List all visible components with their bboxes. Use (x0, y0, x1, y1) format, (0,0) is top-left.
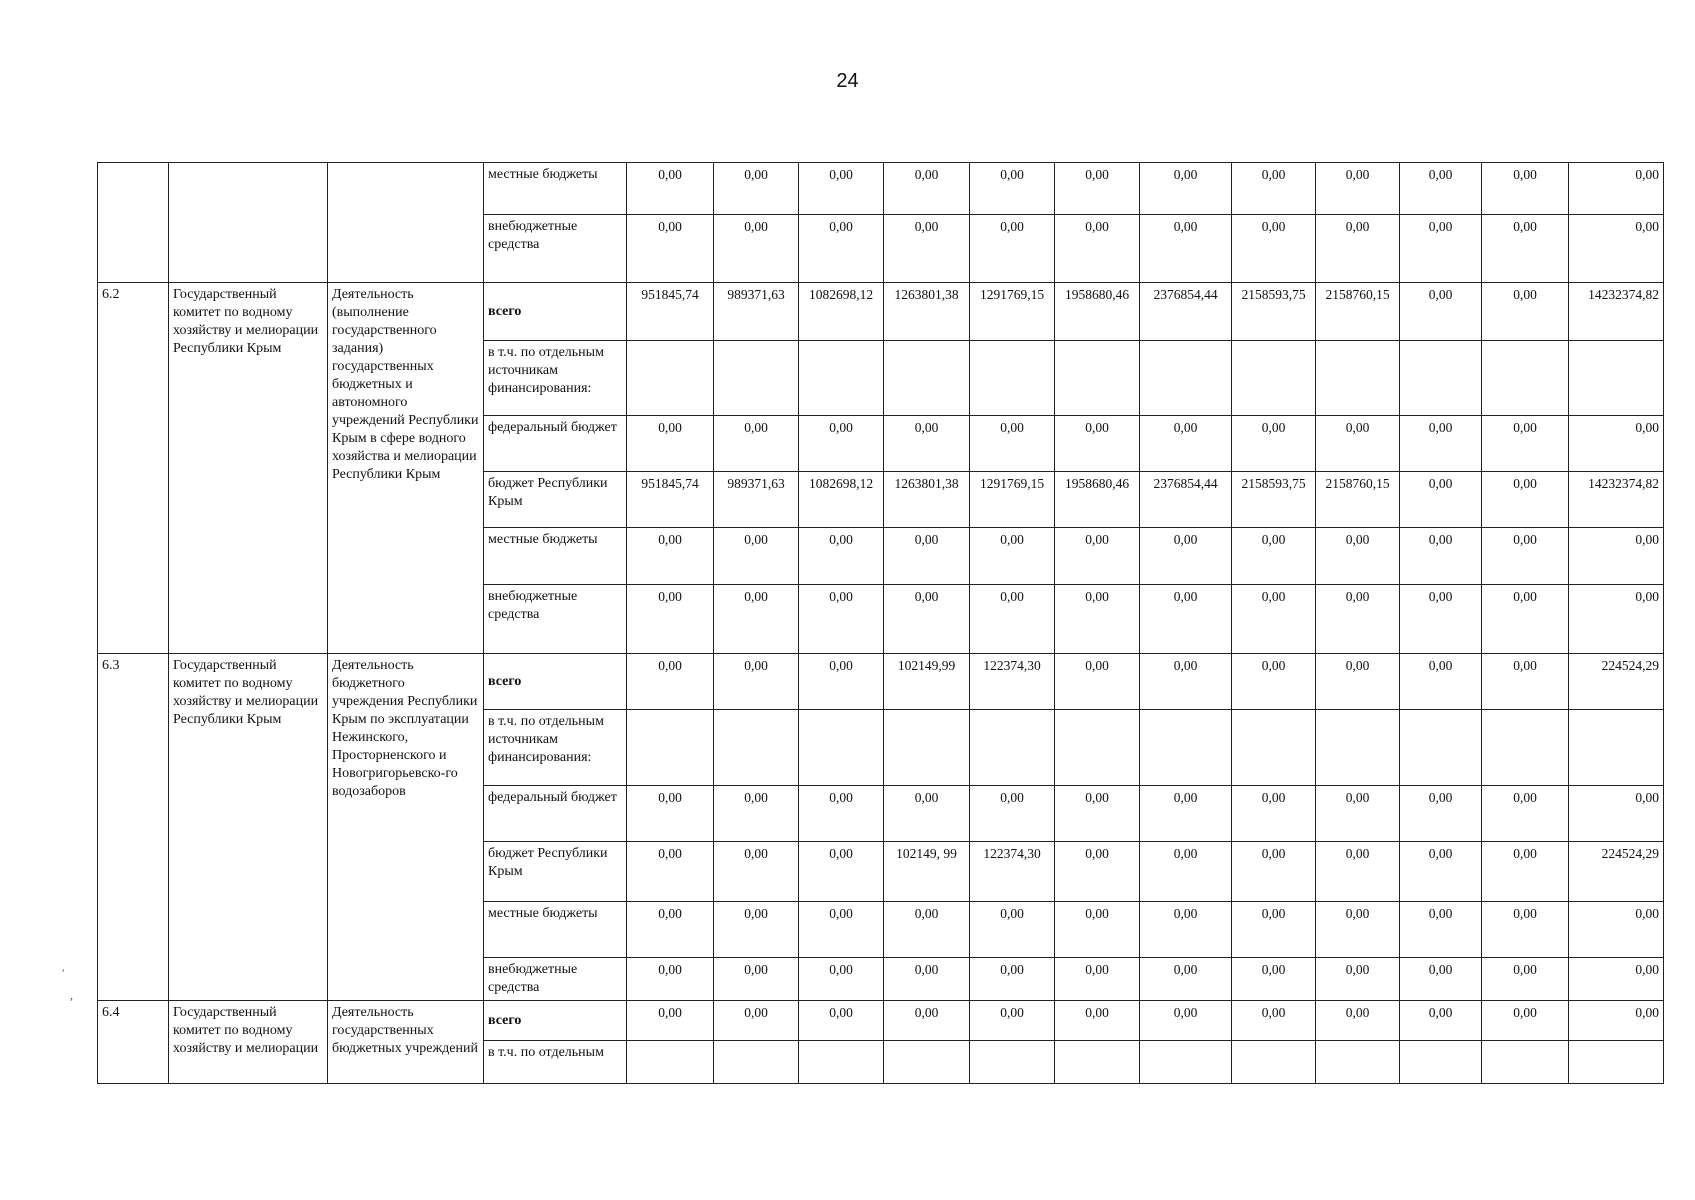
value-cell: 951845,74 (627, 472, 714, 528)
value-cell (884, 710, 970, 786)
value-cell: 0,00 (1316, 654, 1400, 710)
value-cell: 0,00 (1055, 163, 1140, 215)
value-cell: 0,00 (799, 902, 884, 958)
value-cell: 0,00 (1055, 842, 1140, 902)
value-cell: 0,00 (1316, 416, 1400, 472)
value-cell: 2158593,75 (1232, 283, 1316, 341)
source-cell (484, 163, 627, 215)
value-cell: 0,00 (1055, 1001, 1140, 1041)
value-cell (1400, 710, 1482, 786)
source-label: всего (488, 303, 522, 319)
value-cell (1482, 1041, 1569, 1084)
value-cell: 0,00 (1055, 215, 1140, 283)
value-cell: 0,00 (799, 842, 884, 902)
value-cell: 0,00 (884, 163, 970, 215)
source-cell (484, 902, 627, 958)
source-cell (484, 842, 627, 902)
value-cell: 0,00 (1482, 958, 1569, 1001)
value-cell: 122374,30 (970, 842, 1055, 902)
value-cell: 0,00 (1055, 958, 1140, 1001)
value-cell: 0,00 (799, 654, 884, 710)
source-cell (484, 528, 627, 585)
value-cell (884, 341, 970, 416)
value-cell: 2376854,44 (1140, 283, 1232, 341)
value-cell: 951845,74 (627, 283, 714, 341)
value-cell: 0,00 (1482, 283, 1569, 341)
activity-cell: Деятельность бюджетного учреждения Республики Крым по эксплуатации Нежинского, Просторненского и Новогригорьевско-го водозаборов (328, 654, 484, 1001)
source-label: местные бюджеты (488, 906, 598, 921)
value-cell (714, 710, 799, 786)
value-cell (1482, 710, 1569, 786)
source-label: бюджет Республики Крым (488, 846, 608, 879)
value-cell: 0,00 (1400, 654, 1482, 710)
value-cell: 0,00 (1482, 585, 1569, 654)
source-cell (484, 654, 627, 710)
value-cell: 0,00 (1140, 585, 1232, 654)
source-cell (484, 416, 627, 472)
source-label: федеральный бюджет (488, 420, 617, 435)
value-cell: 0,00 (1055, 786, 1140, 842)
value-cell: 224524,29 (1569, 842, 1664, 902)
organization-cell (169, 163, 328, 283)
value-cell: 0,00 (1055, 654, 1140, 710)
value-cell: 0,00 (1569, 786, 1664, 842)
organization-cell: Государственный комитет по водному хозяйству и мелиорации Республики Крым (169, 654, 328, 1001)
value-cell: 0,00 (799, 163, 884, 215)
value-cell (1569, 710, 1664, 786)
organization-cell: Государственный комитет по водному хозяйству и мелиорации (169, 1001, 328, 1084)
source-cell (484, 341, 627, 416)
value-cell: 0,00 (884, 528, 970, 585)
value-cell: 0,00 (1232, 654, 1316, 710)
value-cell: 0,00 (1316, 528, 1400, 585)
source-cell (484, 1041, 627, 1084)
value-cell: 0,00 (1232, 215, 1316, 283)
value-cell (1569, 341, 1664, 416)
value-cell: 0,00 (1055, 416, 1140, 472)
value-cell: 0,00 (1569, 1001, 1664, 1041)
value-cell (1140, 341, 1232, 416)
table-row (98, 654, 1664, 710)
value-cell: 0,00 (627, 654, 714, 710)
value-cell: 0,00 (799, 416, 884, 472)
value-cell: 0,00 (884, 958, 970, 1001)
value-cell (1055, 710, 1140, 786)
value-cell: 0,00 (1055, 902, 1140, 958)
value-cell: 0,00 (714, 786, 799, 842)
value-cell (1400, 1041, 1482, 1084)
table-body (98, 163, 1664, 1084)
source-cell (484, 215, 627, 283)
value-cell: 0,00 (1232, 528, 1316, 585)
value-cell: 102149, 99 (884, 842, 970, 902)
value-cell: 0,00 (627, 786, 714, 842)
source-label: в т.ч. по отдельным источникам финансирования: (488, 714, 604, 765)
value-cell: 0,00 (627, 215, 714, 283)
scan-mark: , (70, 988, 73, 1002)
value-cell: 0,00 (1482, 528, 1569, 585)
value-cell: 0,00 (1316, 215, 1400, 283)
value-cell: 0,00 (714, 416, 799, 472)
value-cell: 0,00 (1140, 416, 1232, 472)
value-cell: 0,00 (1400, 416, 1482, 472)
activity-cell (328, 163, 484, 283)
value-cell (1569, 1041, 1664, 1084)
value-cell: 0,00 (1232, 416, 1316, 472)
value-cell (1055, 1041, 1140, 1084)
value-cell: 0,00 (1232, 842, 1316, 902)
source-cell (484, 786, 627, 842)
value-cell: 0,00 (1140, 163, 1232, 215)
value-cell (799, 341, 884, 416)
table-row (98, 163, 1664, 215)
value-cell: 0,00 (1140, 842, 1232, 902)
value-cell (970, 710, 1055, 786)
source-cell (484, 958, 627, 1001)
value-cell (1140, 1041, 1232, 1084)
value-cell: 0,00 (799, 958, 884, 1001)
value-cell: 0,00 (1482, 842, 1569, 902)
source-label: внебюджетные средства (488, 589, 578, 622)
value-cell: 0,00 (1400, 958, 1482, 1001)
value-cell: 0,00 (1055, 528, 1140, 585)
value-cell (1316, 1041, 1400, 1084)
value-cell: 122374,30 (970, 654, 1055, 710)
value-cell: 0,00 (627, 585, 714, 654)
value-cell: 0,00 (1140, 654, 1232, 710)
value-cell: 0,00 (1140, 1001, 1232, 1041)
value-cell: 0,00 (884, 1001, 970, 1041)
value-cell: 1291769,15 (970, 472, 1055, 528)
value-cell: 0,00 (1140, 215, 1232, 283)
value-cell: 0,00 (970, 215, 1055, 283)
table-row (98, 283, 1664, 341)
value-cell: 0,00 (1232, 585, 1316, 654)
value-cell: 0,00 (1316, 786, 1400, 842)
source-cell (484, 472, 627, 528)
source-label: местные бюджеты (488, 167, 598, 182)
value-cell: 0,00 (1569, 528, 1664, 585)
value-cell: 0,00 (714, 215, 799, 283)
activity-cell: Деятельность государственных бюджетных учреждений (328, 1001, 484, 1084)
source-label: местные бюджеты (488, 532, 598, 547)
value-cell: 0,00 (1232, 1001, 1316, 1041)
source-label: внебюджетные средства (488, 219, 578, 252)
value-cell: 2158760,15 (1316, 283, 1400, 341)
value-cell: 0,00 (1400, 528, 1482, 585)
value-cell: 0,00 (1400, 283, 1482, 341)
source-cell (484, 283, 627, 341)
table-row (98, 1001, 1664, 1041)
source-cell (484, 585, 627, 654)
value-cell: 0,00 (970, 1001, 1055, 1041)
source-label: в т.ч. по отдельным (488, 1045, 604, 1060)
value-cell: 2158593,75 (1232, 472, 1316, 528)
value-cell: 0,00 (627, 163, 714, 215)
value-cell: 0,00 (627, 902, 714, 958)
value-cell: 0,00 (1232, 958, 1316, 1001)
value-cell: 989371,63 (714, 472, 799, 528)
value-cell: 0,00 (1232, 902, 1316, 958)
value-cell (970, 341, 1055, 416)
value-cell: 0,00 (1400, 585, 1482, 654)
value-cell: 0,00 (884, 786, 970, 842)
value-cell: 2158760,15 (1316, 472, 1400, 528)
value-cell (1232, 341, 1316, 416)
page-number: 24 (836, 70, 859, 92)
value-cell: 2376854,44 (1140, 472, 1232, 528)
value-cell: 0,00 (799, 215, 884, 283)
value-cell (1140, 710, 1232, 786)
value-cell: 0,00 (1482, 902, 1569, 958)
value-cell: 0,00 (1055, 585, 1140, 654)
value-cell: 0,00 (1569, 163, 1664, 215)
value-cell (970, 1041, 1055, 1084)
value-cell (1232, 710, 1316, 786)
value-cell: 0,00 (714, 1001, 799, 1041)
value-cell: 0,00 (1400, 902, 1482, 958)
value-cell: 0,00 (1232, 786, 1316, 842)
value-cell: 0,00 (1316, 1001, 1400, 1041)
value-cell: 0,00 (1400, 215, 1482, 283)
row-index: 6.2 (98, 283, 169, 654)
value-cell: 0,00 (1400, 163, 1482, 215)
source-label: всего (488, 1012, 522, 1028)
value-cell: 0,00 (884, 215, 970, 283)
value-cell: 0,00 (1482, 654, 1569, 710)
activity-cell: Деятельность (выполнение государственного задания) государственных бюджетных и автономного учреждений Республики Крым в сфере водного хозяйства и мелиорации Республики Крым (328, 283, 484, 654)
value-cell (1055, 341, 1140, 416)
value-cell: 0,00 (1569, 902, 1664, 958)
value-cell: 0,00 (714, 842, 799, 902)
value-cell: 0,00 (970, 528, 1055, 585)
value-cell (799, 710, 884, 786)
value-cell: 0,00 (1482, 416, 1569, 472)
value-cell: 0,00 (884, 585, 970, 654)
value-cell (799, 1041, 884, 1084)
source-label: бюджет Республики Крым (488, 476, 608, 509)
organization-cell: Государственный комитет по водному хозяйству и мелиорации Республики Крым (169, 283, 328, 654)
source-label: внебюджетные средства (488, 962, 578, 995)
value-cell: 0,00 (1482, 215, 1569, 283)
value-cell: 102149,99 (884, 654, 970, 710)
value-cell: 0,00 (627, 1001, 714, 1041)
value-cell: 0,00 (799, 528, 884, 585)
value-cell: 0,00 (970, 163, 1055, 215)
value-cell: 1082698,12 (799, 283, 884, 341)
value-cell: 224524,29 (1569, 654, 1664, 710)
value-cell: 1958680,46 (1055, 472, 1140, 528)
value-cell (1232, 1041, 1316, 1084)
value-cell: 0,00 (1316, 163, 1400, 215)
value-cell: 14232374,82 (1569, 472, 1664, 528)
value-cell: 0,00 (799, 585, 884, 654)
value-cell: 0,00 (627, 958, 714, 1001)
value-cell: 1958680,46 (1055, 283, 1140, 341)
value-cell: 0,00 (970, 902, 1055, 958)
value-cell: 0,00 (627, 528, 714, 585)
source-label: в т.ч. по отдельным источникам финансирования: (488, 345, 604, 396)
value-cell (1316, 341, 1400, 416)
value-cell: 0,00 (970, 585, 1055, 654)
value-cell: 0,00 (627, 842, 714, 902)
value-cell: 0,00 (714, 958, 799, 1001)
value-cell: 1291769,15 (970, 283, 1055, 341)
value-cell: 0,00 (970, 958, 1055, 1001)
value-cell: 0,00 (970, 786, 1055, 842)
value-cell: 0,00 (1482, 1001, 1569, 1041)
value-cell: 0,00 (714, 902, 799, 958)
value-cell: 0,00 (799, 1001, 884, 1041)
value-cell (714, 1041, 799, 1084)
value-cell: 0,00 (1400, 786, 1482, 842)
source-label: федеральный бюджет (488, 790, 617, 805)
value-cell: 0,00 (1482, 163, 1569, 215)
value-cell: 0,00 (1316, 958, 1400, 1001)
value-cell: 14232374,82 (1569, 283, 1664, 341)
value-cell: 0,00 (1482, 786, 1569, 842)
value-cell: 0,00 (1482, 472, 1569, 528)
value-cell: 0,00 (1569, 958, 1664, 1001)
value-cell: 0,00 (1400, 842, 1482, 902)
value-cell: 0,00 (714, 585, 799, 654)
source-label: всего (488, 673, 522, 689)
value-cell: 0,00 (1232, 163, 1316, 215)
value-cell: 0,00 (1400, 472, 1482, 528)
budget-table (97, 162, 1664, 1084)
value-cell: 1263801,38 (884, 283, 970, 341)
value-cell: 0,00 (714, 654, 799, 710)
value-cell: 0,00 (884, 902, 970, 958)
value-cell (627, 1041, 714, 1084)
source-cell (484, 710, 627, 786)
value-cell: 989371,63 (714, 283, 799, 341)
value-cell (1482, 341, 1569, 416)
value-cell: 0,00 (1140, 528, 1232, 585)
value-cell: 0,00 (1316, 902, 1400, 958)
value-cell: 0,00 (1316, 585, 1400, 654)
value-cell: 0,00 (714, 528, 799, 585)
value-cell: 0,00 (884, 416, 970, 472)
value-cell (627, 341, 714, 416)
value-cell (714, 341, 799, 416)
value-cell (1400, 341, 1482, 416)
value-cell: 0,00 (1569, 585, 1664, 654)
value-cell: 0,00 (1569, 416, 1664, 472)
source-cell (484, 1001, 627, 1041)
value-cell: 0,00 (1316, 842, 1400, 902)
value-cell: 0,00 (1140, 902, 1232, 958)
value-cell (627, 710, 714, 786)
value-cell: 0,00 (1140, 786, 1232, 842)
index-cell (98, 163, 169, 283)
row-index: 6.4 (98, 1001, 169, 1084)
row-index: 6.3 (98, 654, 169, 1001)
value-cell (1316, 710, 1400, 786)
value-cell: 0,00 (799, 786, 884, 842)
value-cell: 0,00 (1140, 958, 1232, 1001)
value-cell: 0,00 (1400, 1001, 1482, 1041)
value-cell: 1263801,38 (884, 472, 970, 528)
value-cell: 0,00 (627, 416, 714, 472)
value-cell: 0,00 (1569, 215, 1664, 283)
value-cell (884, 1041, 970, 1084)
scan-mark: ′ (62, 966, 65, 980)
value-cell: 0,00 (714, 163, 799, 215)
value-cell: 0,00 (970, 416, 1055, 472)
value-cell: 1082698,12 (799, 472, 884, 528)
